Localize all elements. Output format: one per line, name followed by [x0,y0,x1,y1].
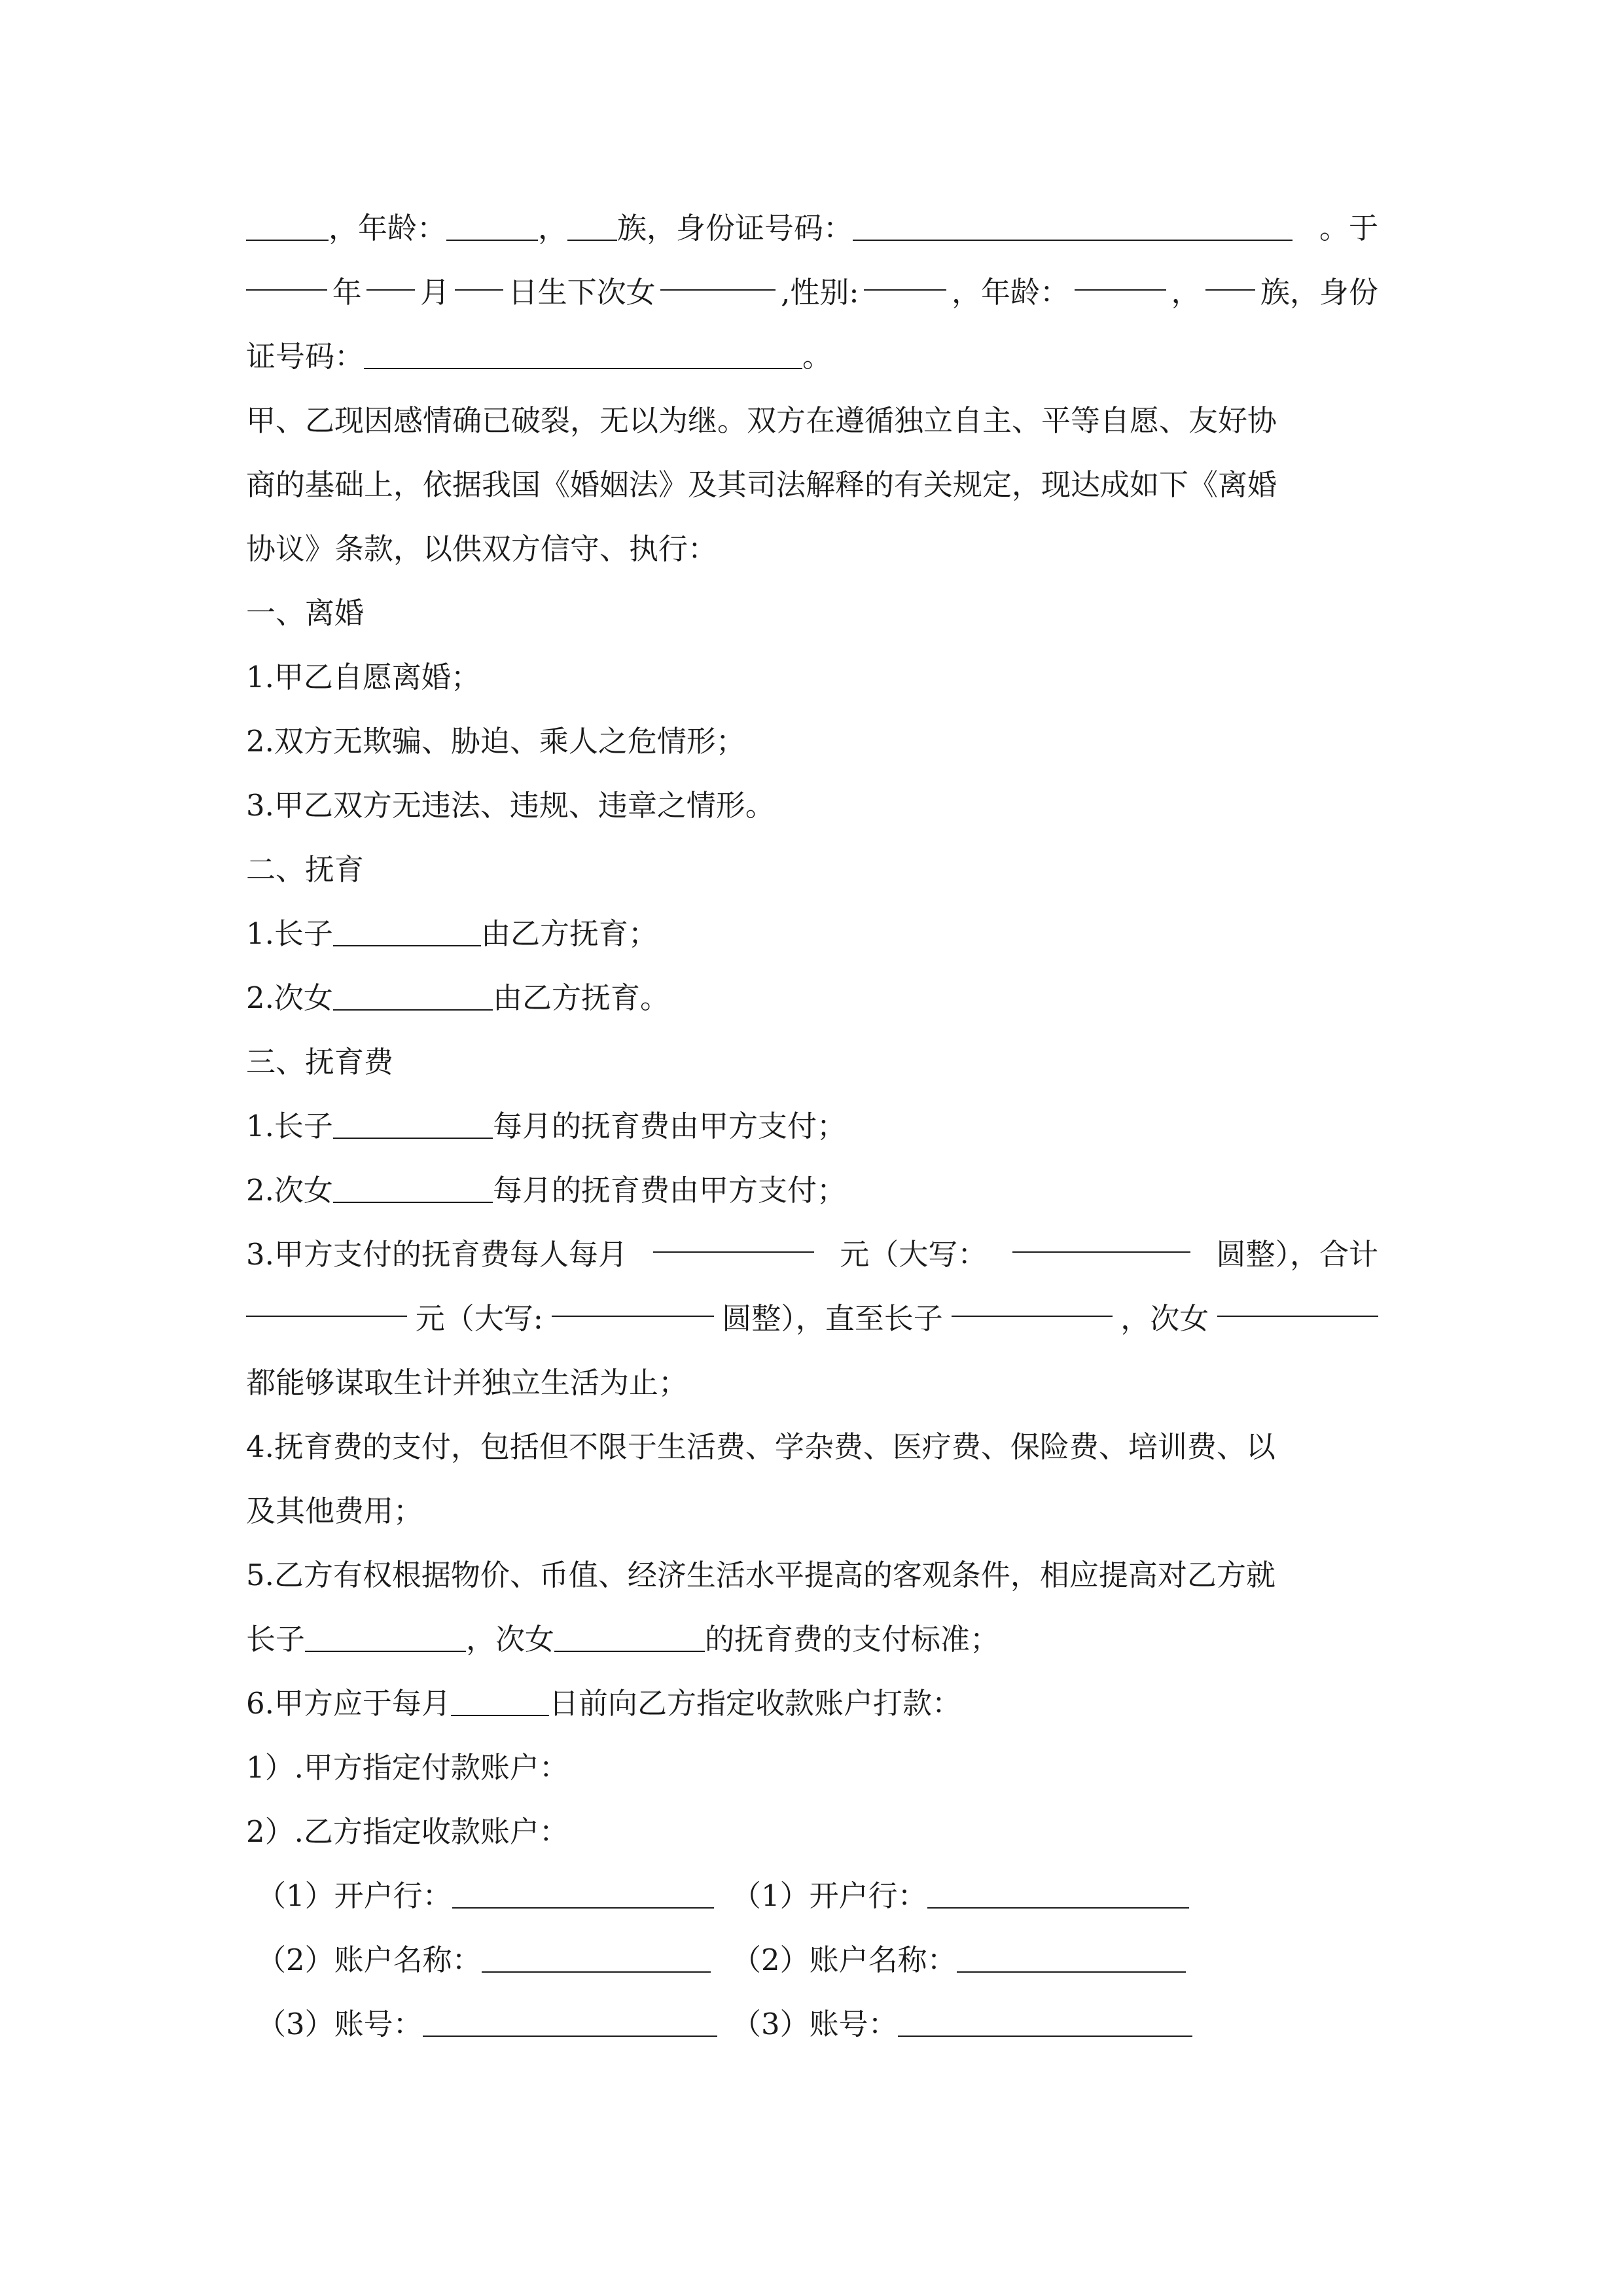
intro-text: 月 [420,275,450,310]
account-label: （2）账户名称： [257,1943,482,1977]
clause-text: 每月的抚育费由甲方支付； [492,1173,846,1208]
intro-text: 年 [332,275,362,310]
name-blank[interactable] [554,1622,705,1652]
preamble-line: 甲、乙现因感情确已破裂，无以为继。双方在遵循独立自主、平等自愿、友好协 [246,403,1277,438]
clause-item: 3.甲乙双方无违法、违规、违章之情形。 [246,788,775,823]
intro-line-1-content [246,196,1293,260]
intro-line-1 [246,196,1378,260]
intro-text: ， [1171,275,1201,310]
clause-text: 的抚育费的支付标准； [705,1622,1000,1657]
amount-words-blank[interactable] [552,1287,714,1317]
clause-text: 2.次女 [246,980,333,1015]
account-row-number [246,1992,1378,2056]
intro-text: 族，身份 [1260,275,1378,310]
account-row-name [246,1928,1378,1992]
id-number-blank[interactable] [853,211,1293,241]
name-blank[interactable] [333,1109,493,1139]
name-blank[interactable] [333,916,481,946]
intro-text: ,性别: [781,275,859,310]
payer-account-label: 1）.甲方指定付款账户： [246,1750,569,1785]
clause-text: 由乙方抚育； [480,916,658,951]
payee-account-name [732,1928,1207,1992]
clause-text: 2.次女 [246,1173,333,1208]
clause-item: 及其他费用； [246,1494,423,1528]
clause-item [246,902,1378,966]
document-body [246,196,1378,2056]
account-blank[interactable] [423,2007,717,2037]
amount-blank[interactable] [653,1223,814,1253]
clause-text: 长子 [246,1622,306,1657]
clause-text: ，次女 [1120,1301,1209,1336]
account-label: （2）账户名称： [732,1943,957,1977]
blank-field[interactable] [246,260,327,291]
section-heading: 一、离婚 [246,596,365,630]
clause-text: 6.甲方应于每月 [246,1686,451,1721]
clause-text: 3.甲方支付的抚育费每人每月 [246,1237,628,1272]
payer-account-number [257,1992,732,2056]
clause-text: 1.长子 [246,916,333,951]
intro-line-3 [246,325,1378,389]
account-blank[interactable] [957,1943,1186,1973]
id-number-blank[interactable] [364,339,802,369]
preamble-line: 协议》条款，以供双方信守、执行： [246,531,718,566]
account-label: （1）开户行： [257,1878,452,1913]
intro-text: 。于 [1319,211,1378,245]
section-heading: 三、抚育费 [246,1045,394,1079]
payer-bank [257,1864,732,1928]
name-blank[interactable] [1217,1287,1378,1317]
payee-account-label: 2）.乙方指定收款账户： [246,1814,569,1849]
account-blank[interactable] [927,1878,1189,1909]
account-label: （3）账号： [732,2007,898,2041]
account-label: （3）账号： [257,2007,423,2041]
account-blank[interactable] [898,2007,1192,2037]
clause-item [246,1223,1378,1287]
clause-item [246,1158,1378,1223]
section-heading: 二、抚育 [246,852,365,887]
intro-text: 日生下次女 [508,275,656,310]
date-blank[interactable] [451,1686,549,1716]
clause-item: 4.抚育费的支付，包括但不限于生活费、学杂费、医疗费、保险费、培训费、以 [246,1429,1275,1464]
clause-text: 日前向乙方指定收款账户打款： [548,1686,961,1721]
account-blank[interactable] [482,1943,711,1973]
account-label: （1）开户行： [732,1878,927,1913]
clause-item [246,1672,1378,1736]
payee-bank [732,1864,1207,1928]
clause-text: 圆整），合计 [1216,1237,1378,1272]
clause-text: 每月的抚育费由甲方支付； [492,1109,846,1143]
clause-item: 2.双方无欺骗、胁迫、乘人之危情形； [246,724,745,759]
clause-item [246,1607,1378,1672]
intro-text: 。 [802,339,832,374]
clause-item: 1.甲乙自愿离婚； [246,660,480,694]
preamble-line: 商的基础上，依据我国《婚姻法》及其司法解释的有关规定，现达成如下《离婚 [246,467,1277,502]
intro-text: ，年龄： [329,211,447,245]
intro-text: ， [538,211,568,245]
blank-field[interactable] [864,260,946,291]
amount-words-blank[interactable] [1012,1223,1190,1253]
payee-account-number [732,1992,1207,2056]
clause-item [246,966,1378,1030]
blank-field[interactable] [455,260,503,291]
clause-item: 都能够谋取生计并独立生活为止； [246,1365,688,1400]
clause-text: 元（大写： [840,1237,988,1272]
clause-item: 5.乙方有权根据物价、币值、经济生活水平提高的客观条件，相应提高对乙方就 [246,1558,1275,1592]
account-blank[interactable] [452,1878,714,1909]
clause-text: 圆整），直至长子 [722,1301,943,1336]
blank-field[interactable] [660,260,776,291]
clause-item [246,1287,1378,1351]
blank-field[interactable] [1205,260,1255,291]
clause-text: 1.长子 [246,1109,333,1143]
intro-text: 族，身份证号码： [617,211,853,245]
name-blank[interactable] [952,1287,1113,1317]
account-row-bank [246,1864,1378,1928]
payer-account-name [257,1928,732,1992]
clause-text: 由乙方抚育。 [492,980,669,1015]
name-blank[interactable] [305,1622,466,1652]
blank-field[interactable] [366,260,415,291]
name-blank[interactable] [333,980,493,1011]
intro-line-2 [246,260,1378,325]
clause-item [246,1094,1378,1158]
blank-field[interactable] [246,211,329,241]
name-blank[interactable] [333,1173,493,1203]
blank-field[interactable] [446,211,538,241]
intro-text: 证号码： [246,339,365,374]
intro-text: ，年龄： [951,275,1069,310]
blank-field[interactable] [1075,260,1166,291]
amount-blank[interactable] [246,1287,407,1317]
blank-field[interactable] [567,211,617,241]
clause-text: 元（大写: [415,1301,543,1336]
clause-text: ，次女 [466,1622,555,1657]
